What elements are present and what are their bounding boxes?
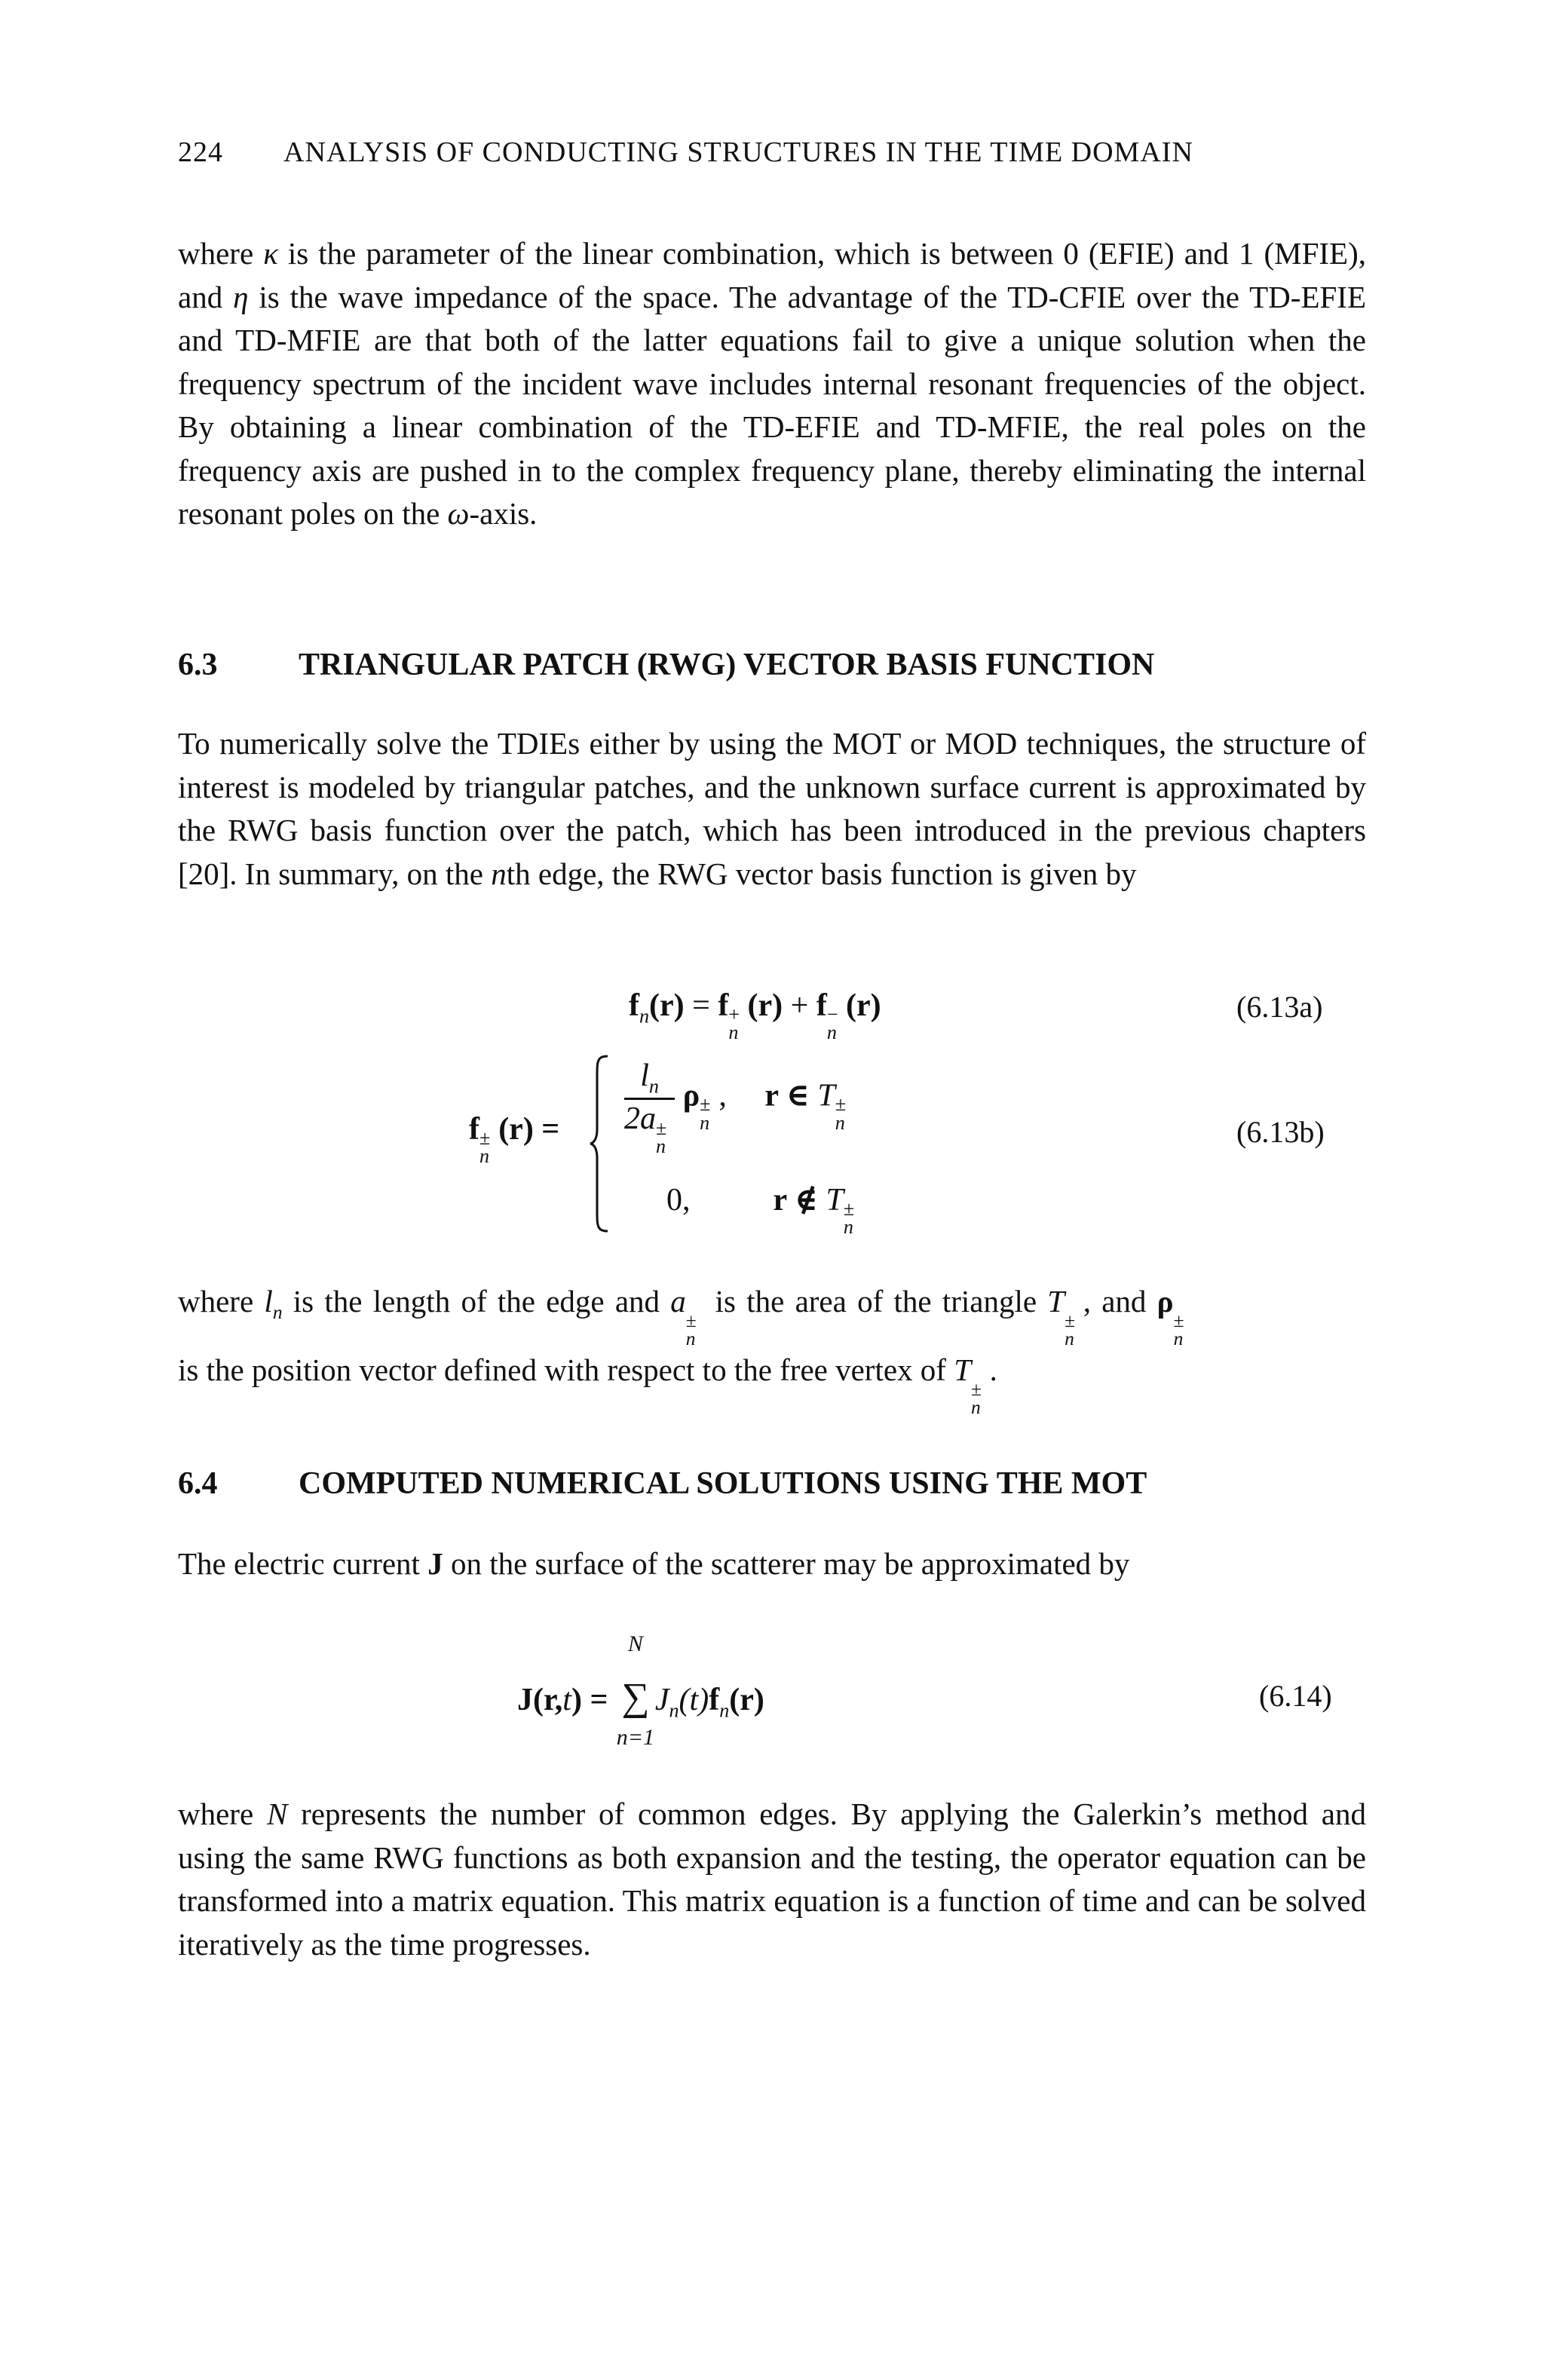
definitions-line-2: is the position vector defined with respect to the free vertex of T ± n . — [178, 1349, 1366, 1392]
plus-superscript: + — [728, 1003, 740, 1025]
text: represents the number of common edges. By applying the Galerkin’s method and using the same RWG functions as both expansion and the testing, the operator equation can be transformed into a matrix equation. This matrix equation is a function of time and can be solved iteratively as the time progresses. — [178, 1796, 1366, 1962]
n-subscript: n — [1065, 1328, 1074, 1350]
T-symbol: T — [954, 1352, 972, 1387]
sigma-symbol: ∑ — [621, 1676, 650, 1719]
section-heading-6-3 — [178, 647, 1366, 683]
kappa-symbol: κ — [263, 236, 278, 271]
text: To numerically solve the TDIEs either by using the MOT or MOD techniques, the structure of interest is modeled by triangular patches, and the unknown surface current is approximated by the RWG basis function over the patch, which has been introduced in the previous chapters [20]. In summary, on the — [178, 726, 1366, 891]
pm-superscript: ± — [685, 1310, 697, 1332]
text: th edge, the RWG vector basis function is given by — [506, 856, 1137, 891]
n-symbol: n — [491, 856, 507, 891]
pm-superscript: ± — [1173, 1310, 1184, 1332]
n-subscript: n — [843, 1216, 853, 1239]
n-subscript: n — [685, 1328, 696, 1350]
text: where — [178, 1284, 265, 1319]
left-brace — [588, 1054, 611, 1233]
n-subscript: n — [639, 1005, 650, 1028]
equation-6-13b-lhs — [469, 1111, 560, 1168]
equation-number-6-14: (6.14) — [1259, 1679, 1332, 1713]
text: where — [178, 1796, 267, 1831]
section-heading-6-4 — [178, 1466, 1366, 1502]
t-argument: (t) — [679, 1683, 709, 1717]
paragraph-cfie — [178, 232, 1366, 536]
numerator — [624, 1058, 675, 1100]
equation-6-14 — [517, 1631, 764, 1750]
T-symbol: T — [826, 1183, 844, 1218]
two-a-symbol: 2a — [624, 1101, 656, 1137]
plus-operator: + — [783, 988, 816, 1023]
text: is the length of the edge and — [282, 1284, 671, 1319]
page-number: 224 — [178, 136, 223, 168]
n-subscript: n — [272, 1302, 283, 1324]
equation-number-6-13a: (6.13a) — [1236, 990, 1323, 1024]
pm-superscript: ± — [1065, 1310, 1076, 1332]
n-subscript: n — [1173, 1328, 1184, 1350]
text: is the position vector defined with respect to the free vertex of — [178, 1352, 954, 1387]
text: -axis. — [469, 496, 538, 531]
equation-6-13b-case1 — [624, 1058, 854, 1158]
rho-symbol: ρ — [682, 1078, 700, 1113]
r-not-in: r ∉ — [773, 1183, 826, 1218]
equals: = — [684, 988, 718, 1023]
text: The electric current — [178, 1546, 428, 1581]
t-symbol: t — [562, 1683, 571, 1717]
f-symbol: f — [718, 988, 729, 1023]
text: on the surface of the scatterer may be approximated by — [443, 1546, 1130, 1581]
denominator — [624, 1100, 675, 1158]
f-symbol: f — [709, 1683, 720, 1717]
T-symbol: T — [1047, 1284, 1065, 1319]
n-subscript: n — [656, 1135, 666, 1158]
pm-superscript: ± — [971, 1378, 982, 1400]
r-in: r ∈ — [764, 1078, 818, 1113]
n-subscript: n — [835, 1111, 845, 1134]
n-subscript: n — [719, 1699, 730, 1722]
text: , and — [1083, 1284, 1157, 1319]
section-number: 6.3 — [178, 648, 218, 682]
equation-6-13b-case2 — [666, 1181, 862, 1239]
section-title: COMPUTED NUMERICAL SOLUTIONS USING THE MOT — [299, 1466, 1147, 1501]
r-argument: (r) — [747, 988, 783, 1023]
r-argument: (r) — [729, 1683, 764, 1717]
section-number: 6.4 — [178, 1466, 218, 1501]
pm-superscript: ± — [700, 1093, 711, 1116]
n-subscript: n — [669, 1699, 679, 1722]
J-symbol: J — [427, 1546, 443, 1581]
a-symbol: a — [670, 1284, 686, 1319]
running-header — [178, 136, 1366, 169]
n-subscript: n — [700, 1111, 710, 1134]
J-lhs: J(r, — [517, 1683, 563, 1717]
n-subscript: n — [648, 1075, 659, 1098]
pm-superscript: ± — [835, 1093, 846, 1116]
text: is the area of the triangle — [704, 1284, 1048, 1319]
paragraph-galerkin — [178, 1793, 1366, 1966]
zero: 0, — [666, 1183, 691, 1218]
paragraph-current — [178, 1542, 1366, 1586]
equals: ) = — [571, 1683, 616, 1717]
pm-superscript: ± — [843, 1197, 855, 1220]
N-symbol: N — [266, 1796, 288, 1831]
r-argument: (r) — [846, 988, 881, 1023]
text: is the parameter of the linear combination, which is between 0 (EFIE) and 1 (MFIE), and — [178, 236, 1366, 314]
omega-symbol: ω — [447, 496, 470, 531]
r-argument: (r) — [649, 988, 685, 1023]
f-symbol: f — [469, 1112, 479, 1147]
equation-number-6-13b: (6.13b) — [1236, 1115, 1325, 1149]
sum-lower-limit: n=1 — [616, 1725, 654, 1750]
comma: , — [718, 1078, 727, 1113]
equation-6-13a — [629, 988, 881, 1044]
running-title: ANALYSIS OF CONDUCTING STRUCTURES IN THE TIME DOMAIN — [283, 136, 1193, 168]
text: where — [178, 236, 264, 271]
pm-superscript: ± — [656, 1116, 667, 1139]
l-symbol: l — [640, 1058, 649, 1093]
sum-upper-limit: N — [627, 1631, 643, 1656]
f-symbol: f — [816, 988, 827, 1023]
n-subscript: n — [728, 1022, 739, 1044]
fraction — [624, 1058, 675, 1158]
n-subscript: n — [971, 1396, 981, 1418]
l-symbol: l — [264, 1284, 273, 1319]
pm-superscript: ± — [479, 1126, 491, 1149]
section-title: TRIANGULAR PATCH (RWG) VECTOR BASIS FUNCTION — [299, 648, 1155, 682]
r-argument: (r) = — [498, 1112, 560, 1147]
sum-operator — [616, 1631, 655, 1750]
rho-symbol: ρ — [1156, 1284, 1174, 1319]
eta-symbol: η — [233, 279, 249, 314]
f-symbol: f — [629, 988, 639, 1023]
paragraph-definitions — [178, 1280, 1366, 1418]
text: is the wave impedance of the space. The advantage of the TD-CFIE over the TD-EFIE and TD-MFIE are that both of the latter equations fail to give a unique solution when the frequency spectrum of the incident wave includes internal resonant frequencies of the object. By obtaining a linear combination of the TD-EFIE and TD-MFIE, the real poles on the frequency axis are pushed in to the complex frequency plane, thereby eliminating the internal resonant poles on the — [178, 279, 1366, 531]
J-symbol: J — [654, 1683, 669, 1717]
T-symbol: T — [817, 1078, 835, 1113]
paragraph-rwg-intro — [178, 722, 1366, 896]
minus-superscript: − — [826, 1003, 838, 1025]
n-subscript: n — [826, 1022, 837, 1044]
definitions-line-1 — [178, 1280, 1366, 1350]
n-subscript: n — [479, 1145, 490, 1168]
